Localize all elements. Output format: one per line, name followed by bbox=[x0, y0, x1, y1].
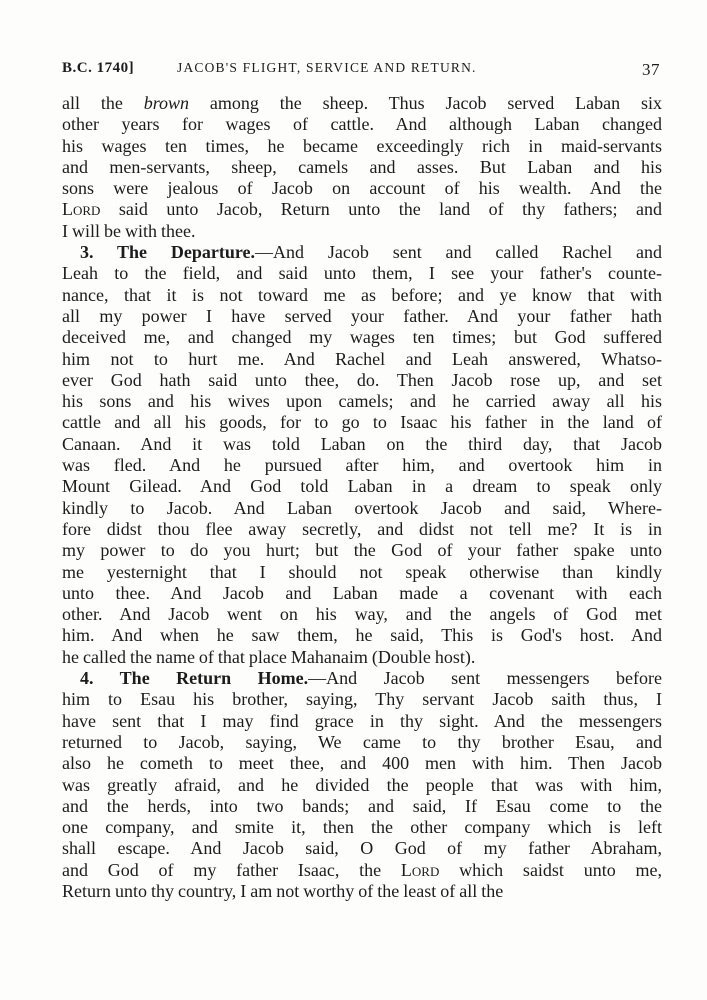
text-line bbox=[62, 306, 662, 327]
text-line bbox=[62, 199, 662, 220]
text-run: Canaan. And it was told Laban on the third day, that Jacob bbox=[62, 433, 662, 454]
text-run: my power to do you hurt; but the God of your father spake unto bbox=[62, 540, 662, 561]
text-line bbox=[62, 562, 662, 583]
section-number: 4. bbox=[80, 668, 120, 689]
text-run: which saidst unto me, bbox=[439, 859, 662, 880]
text-run: his wages ten times, he became exceedingly rich in maid-servants bbox=[62, 135, 662, 156]
text-line bbox=[62, 625, 662, 646]
text-run: Mount Gilead. And God told Laban in a dream to speak only bbox=[62, 476, 662, 497]
text-run: kindly to Jacob. And Laban overtook Jacob and said, Where- bbox=[62, 497, 662, 518]
text-line bbox=[62, 370, 662, 391]
text-line bbox=[62, 327, 662, 348]
text-run: he called the name of that place Mahanaim (Double host). bbox=[62, 646, 476, 667]
text-run: his sons and his wives upon camels; and he carried away all his bbox=[62, 391, 662, 412]
text-run: among the sheep. Thus Jacob served Laban six bbox=[189, 93, 662, 113]
text-line bbox=[62, 242, 662, 263]
text-run: returned to Jacob, saying, We came to thy brother Esau, and bbox=[62, 731, 662, 752]
text-run: unto thee. And Jacob and Laban made a covenant with each bbox=[62, 582, 662, 603]
text-run: also he cometh to meet thee, and 400 men with him. Then Jacob bbox=[62, 753, 662, 774]
text-run: Return unto thy country, I am not worthy of the least of all the bbox=[62, 880, 504, 901]
text-line bbox=[62, 668, 662, 689]
text-line bbox=[62, 114, 662, 135]
text-line bbox=[62, 455, 662, 476]
text-line bbox=[62, 860, 662, 881]
text-line bbox=[62, 412, 662, 433]
text-run: shall escape. And Jacob said, O God of my father Abraham, bbox=[62, 838, 662, 859]
text-run: fore didst thou flee away secretly, and didst not tell me? It is in bbox=[62, 518, 662, 539]
text-line bbox=[62, 434, 662, 455]
text-line bbox=[62, 838, 662, 859]
text-line bbox=[62, 583, 662, 604]
text-run: cattle and all his goods, for to go to Isaac his father in the land of bbox=[62, 412, 662, 433]
text-run: him not to hurt me. And Rachel and Leah answered, Whatso- bbox=[62, 348, 662, 369]
text-line bbox=[62, 391, 662, 412]
text-line bbox=[62, 285, 662, 306]
text-run: was greatly afraid, and he divided the people that was with him, bbox=[62, 774, 662, 795]
text-run: sons were jealous of Jacob on account of his wealth. And the bbox=[62, 178, 662, 199]
small-caps-word: Lord bbox=[62, 199, 101, 220]
section-number: 3. bbox=[80, 242, 118, 263]
paragraph bbox=[62, 668, 662, 902]
text-run: other. And Jacob went on his way, and the angels of God met bbox=[62, 604, 662, 625]
text-run: —And Jacob sent and called Rachel and bbox=[255, 242, 662, 263]
text-line bbox=[62, 604, 662, 625]
paragraph bbox=[62, 242, 662, 668]
header-date: B.C. 1740] bbox=[62, 60, 135, 76]
text-run: was fled. And he pursued after him, and overtook him in bbox=[62, 455, 662, 476]
text-line bbox=[62, 157, 662, 178]
text-line bbox=[62, 817, 662, 838]
text-line bbox=[62, 349, 662, 370]
text-line bbox=[62, 93, 662, 114]
text-run: one company, and smite it, then the other company which is left bbox=[62, 817, 662, 838]
page-number: 37 bbox=[642, 60, 660, 79]
text-line bbox=[62, 647, 662, 668]
text-line bbox=[62, 796, 662, 817]
text-run: Leah to the field, and said unto them, I see your father's counte- bbox=[62, 263, 662, 284]
text-run: ever God hath said unto thee, do. Then Jacob rose up, and set bbox=[62, 369, 662, 390]
text-line bbox=[62, 178, 662, 199]
running-header bbox=[62, 60, 660, 84]
text-run: all the bbox=[62, 93, 144, 113]
text-line bbox=[62, 498, 662, 519]
text-line bbox=[62, 519, 662, 540]
text-run: said unto Jacob, Return unto the land of thy fathers; and bbox=[100, 199, 662, 220]
text-line bbox=[62, 136, 662, 157]
text-line bbox=[62, 881, 662, 902]
text-run: deceived me, and changed my wages ten times; but God suffered bbox=[62, 327, 662, 348]
text-line bbox=[62, 775, 662, 796]
paragraph bbox=[62, 93, 662, 242]
text-run: nance, that it is not toward me as before; and ye know that with bbox=[62, 284, 662, 305]
text-line bbox=[62, 263, 662, 284]
text-run: I will be with thee. bbox=[62, 220, 196, 241]
text-run: him to Esau his brother, saying, Thy servant Jacob saith thus, I bbox=[62, 689, 662, 710]
text-line bbox=[62, 476, 662, 497]
text-line bbox=[62, 221, 662, 242]
text-line bbox=[62, 732, 662, 753]
text-line bbox=[62, 711, 662, 732]
text-line bbox=[62, 753, 662, 774]
text-run: him. And when he saw them, he said, This is God's host. And bbox=[62, 625, 662, 646]
section-heading: The Departure. bbox=[117, 242, 256, 263]
text-run: other years for wages of cattle. And although Laban changed bbox=[62, 114, 662, 135]
text-run: and the herds, into two bands; and said, If Esau come to the bbox=[62, 795, 662, 816]
header-title: JACOB'S FLIGHT, SERVICE AND RETURN. bbox=[177, 60, 477, 75]
text-run: all my power I have served your father. And your father hath bbox=[62, 305, 662, 326]
text-run: me yesternight that I should not speak otherwise than kindly bbox=[62, 561, 662, 582]
text-line bbox=[62, 689, 662, 710]
small-caps-word: Lord bbox=[400, 859, 440, 880]
text-run: and men-servants, sheep, camels and asses. But Laban and his bbox=[62, 156, 662, 177]
section-heading: The Return Home. bbox=[119, 668, 309, 689]
text-run: have sent that I may find grace in thy sight. And the messengers bbox=[62, 710, 662, 731]
text-run: —And Jacob sent messengers before bbox=[308, 668, 663, 689]
body-text bbox=[62, 93, 662, 902]
italic-word: brown bbox=[143, 93, 190, 113]
text-run: and God of my father Isaac, the bbox=[62, 859, 401, 880]
text-line bbox=[62, 540, 662, 561]
